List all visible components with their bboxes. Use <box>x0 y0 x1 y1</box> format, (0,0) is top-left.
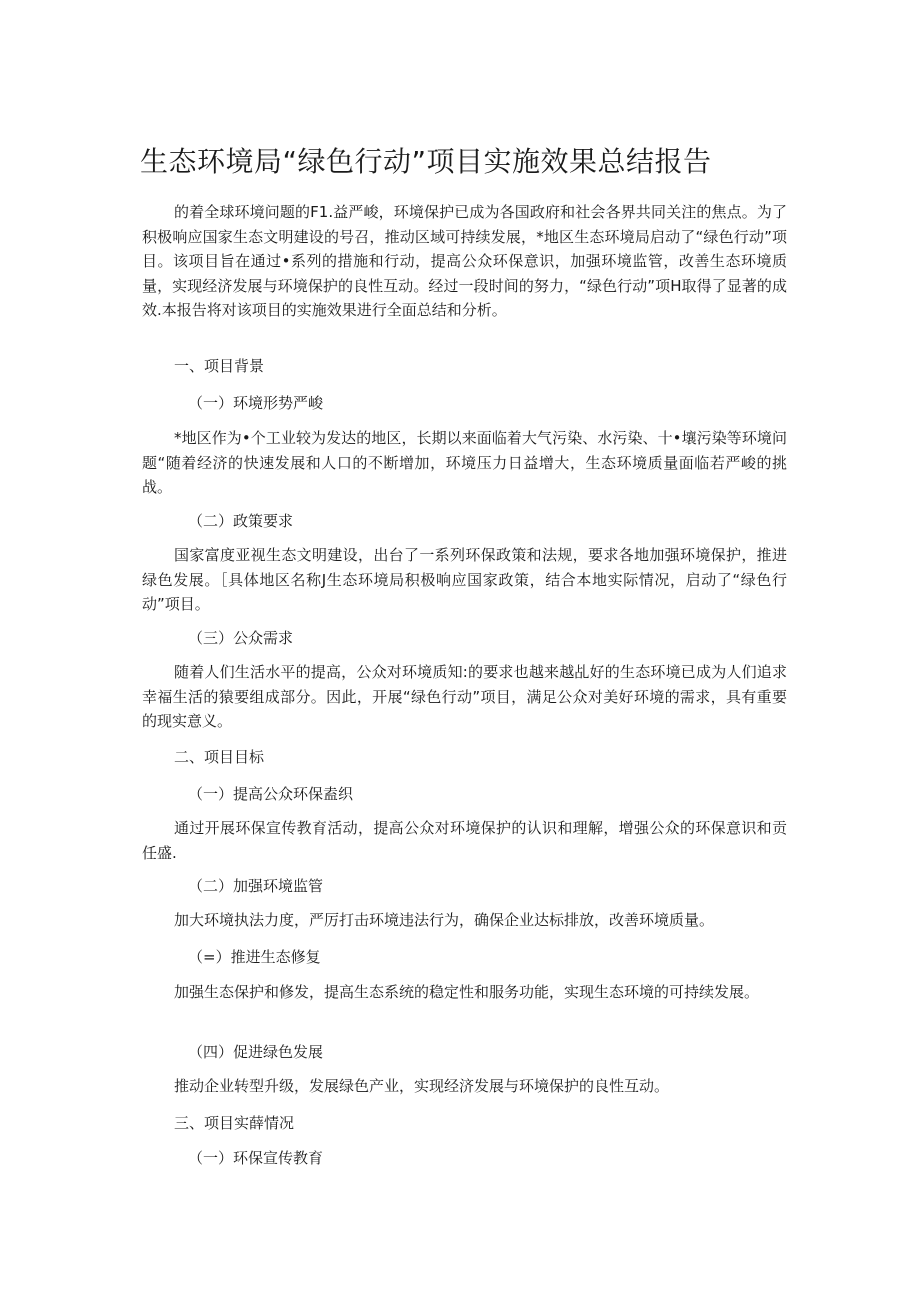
subsection-heading-awareness: （一）提高公众环保盍织 <box>188 785 354 803</box>
paragraph-policy: 国家富度亚视生态文明建设，出台了一系列环保政策和法规，要求各地加强环境保护，推进绿色发展。［具体地区名称J生态环境局积极响应国家政策，结合本地实际情况，启动了“绿色行动”项目。 <box>142 546 787 613</box>
subsection-heading-education: （一）环保宣传教育 <box>188 1149 324 1167</box>
subsection-heading-public-demand: （三）公众需求 <box>188 629 294 647</box>
subsection-heading-restoration: （=）推进生态修复 <box>188 948 321 966</box>
subsection-heading-environment: （一）环境形势严峻 <box>188 394 324 412</box>
paragraph-environment: *地区作为•个工业较为发达的地区，长期以来面临着大气污染、水污染、十•壤污染等环境问题“随着经济的快速发展和人口的不断增加，环境压力日益增大，生态环境质量面临若严峻的挑战。 <box>142 429 787 496</box>
subsection-heading-policy: （二）政策要求 <box>188 512 294 530</box>
document-title: 生态环境局“绿色行动”项目实施效果总结报告 <box>140 145 712 178</box>
section-heading-objectives: 二、项目目标 <box>174 748 265 766</box>
paragraph-supervision: 加大环境执法力度，严厉打击环境违法行为，确保企业达标排放，改善环境质量。 <box>174 911 715 929</box>
section-heading-implementation: 三、项目实薛情况 <box>174 1114 295 1132</box>
paragraph-green-development: 推动企业转型升级，发展绿色产业，实现经济发展与环境保护的良性互动。 <box>174 1077 670 1095</box>
section-heading-background: 一、项目背景 <box>174 357 265 375</box>
paragraph-awareness: 通过开展环保宣传教育活动，提高公众对环境保护的认识和理解，增强公众的环保意识和贡任盛. <box>142 819 787 862</box>
paragraph-public-demand: 随着人们生活水平的提高，公众对环境质知:的要求也越来越乩好的生态环境已成为人们追求幸福生活的猿要组成部分。因此，开展“绿色行动”项目，满足公众对美好环境的需求，具有重要的现实意义。 <box>142 663 787 730</box>
subsection-heading-green-development: （四）促进绿色发展 <box>188 1043 324 1061</box>
intro-paragraph: 的着全球环境问题的F1.益严峻，环境保护已成为各国政府和社会各界共同关注的焦点。为了积极响应国家生态文明建设的号召，推动区域可持续发展，*地区生态环境局启动了“绿色行动”项目。该项目旨在通过•系列的措施和行动，提高公众环保意识，加强环境监管，改善生态环境质量，实现经济发展与环境保护的良性互动。经过一段时间的努力，“绿色行动”项H取得了显著的成效.本报告将对该项目的实施效果进行全面总结和分析。 <box>142 203 787 319</box>
subsection-heading-supervision: （二）加强环境监管 <box>188 877 324 895</box>
paragraph-restoration: 加强生态保护和修发，提高生态系统的稳定性和服务功能，实现生态环境的可持续发展。 <box>174 983 760 1001</box>
